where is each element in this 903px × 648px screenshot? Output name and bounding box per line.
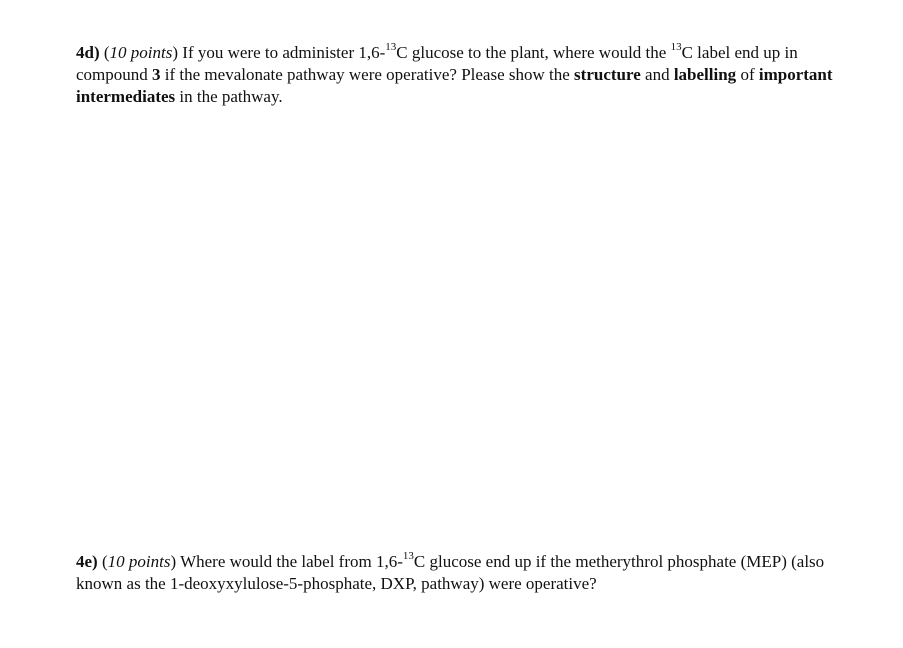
emphasis-labelling: labelling — [673, 65, 737, 84]
points-close: ) — [170, 552, 177, 571]
question-text: C label end up in compound — [76, 43, 798, 84]
answer-space-4d — [76, 112, 836, 542]
points-open: ( — [103, 43, 110, 62]
emphasis-intermediates: important intermediates — [76, 65, 833, 106]
isotope-superscript: 13 — [402, 550, 414, 563]
points-value: 10 points — [109, 43, 173, 62]
question-text: C glucose to the plant, where would the — [396, 43, 671, 62]
answer-space-4e — [76, 600, 836, 640]
question-text: If you were to administer 1,6- — [178, 43, 386, 62]
isotope-superscript: 13 — [670, 41, 682, 54]
question-4d — [76, 42, 836, 108]
question-text: of — [736, 65, 759, 84]
question-text: C glucose end up if the metherythrol phosphate (MEP) (also known as the 1-deoxyxylulose-5-phosphate, DXP, pathway) were operative? — [76, 552, 825, 593]
points-value: 10 points — [107, 552, 171, 571]
points-close: ) — [172, 43, 179, 62]
question-text: if the mevalonate pathway were operative? Please show the — [160, 65, 575, 84]
question-number: 4e) — [76, 552, 98, 571]
isotope-superscript: 13 — [385, 41, 397, 54]
compound-number: 3 — [152, 65, 161, 84]
question-text: Where would the label from 1,6- — [176, 552, 403, 571]
question-text: in the pathway. — [175, 87, 283, 106]
question-text: and — [640, 65, 674, 84]
question-number: 4d) — [76, 43, 100, 62]
emphasis-structure: structure — [574, 65, 641, 84]
points-open: ( — [101, 552, 108, 571]
question-4e — [76, 551, 836, 595]
